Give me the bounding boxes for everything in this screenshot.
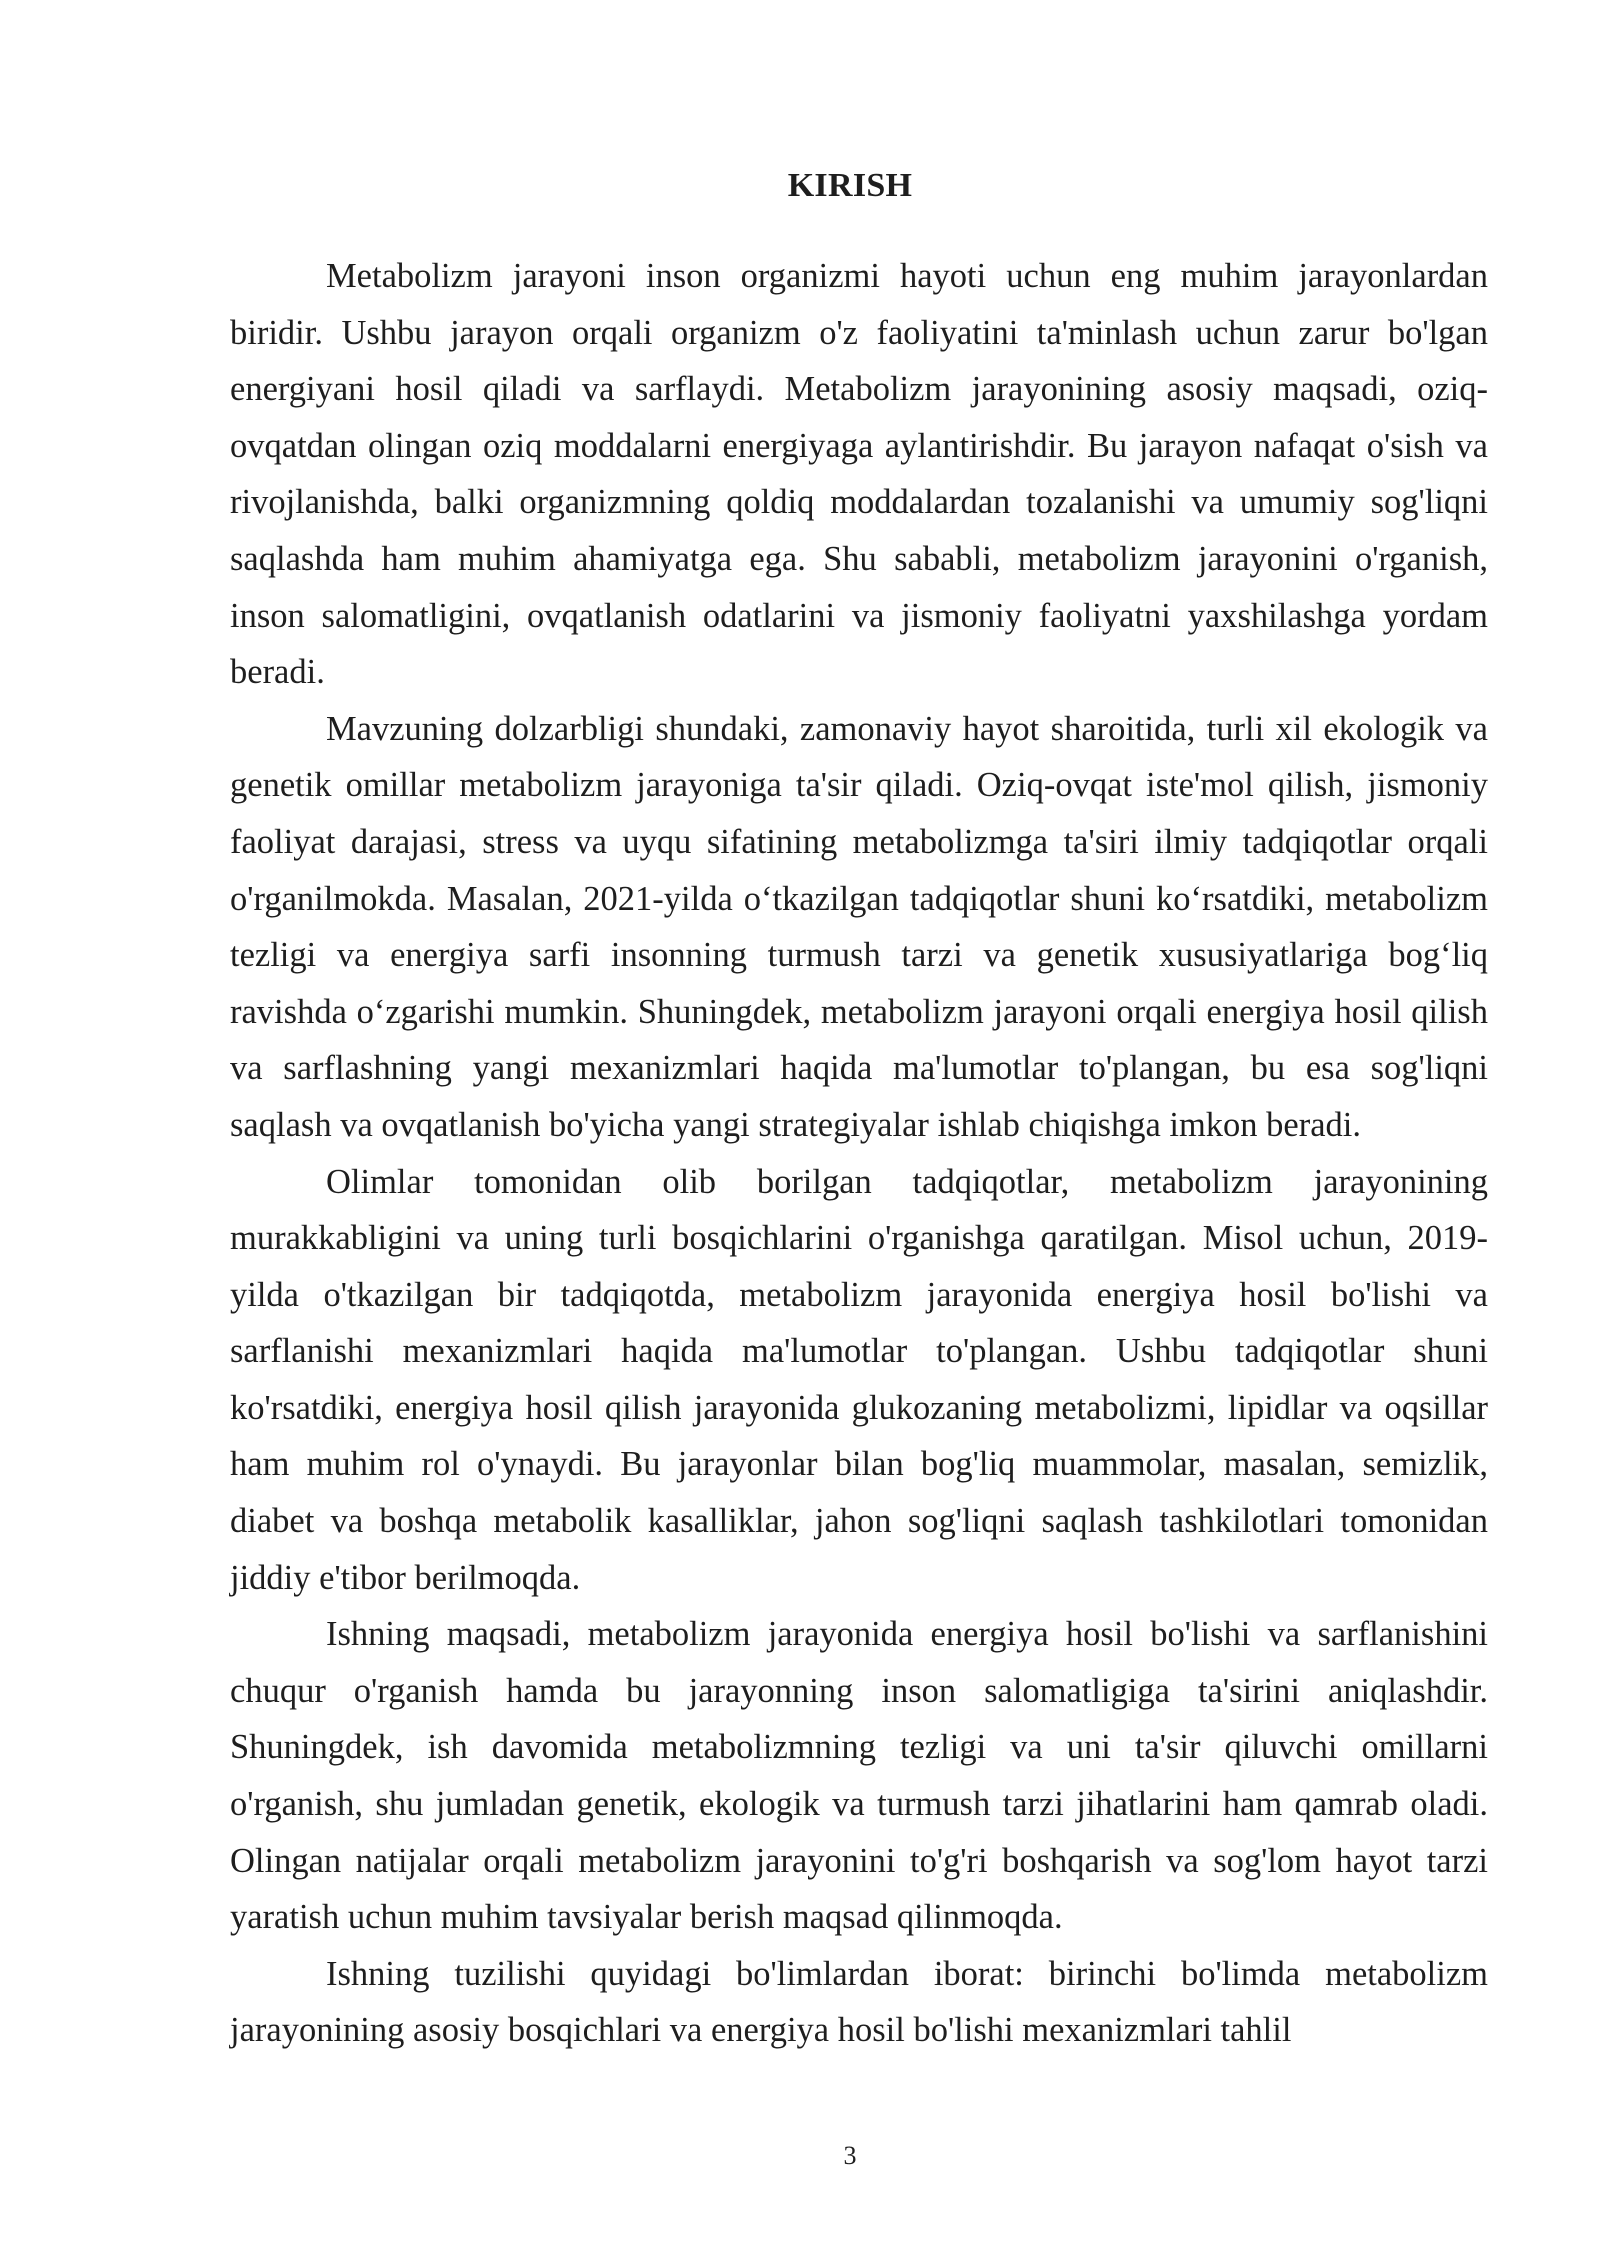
paragraph-structure: Ishning tuzilishi quyidagi bo'limlardan iborat: birinchi bo'limda metabolizm jarayonining asosiy bosqichlari va energiya hosil bo'lishi mexanizmlari tahlil xyxy=(230,1954,1488,2050)
paragraph-goal: Ishning maqsadi, metabolizm jarayonida energiya hosil bo'lishi va sarflanishini chuqur o'rganish hamda bu jarayonning inson salomatligiga ta'sirini aniqlashdir. Shuningdek, ish davomida metabolizmning tezligi va uni ta'sir qiluvchi omillarni o'rganish, shu jumladan genetik, ekologik va turmush tarzi jihatlarini ham qamrab oladi. Olingan natijalar orqali metabolizm jarayonini to'g'ri boshqarish va sog'lom hayot tarzi yaratish uchun muhim tavsiyalar berish maqsad qilinmoqda. xyxy=(230,1615,1488,1937)
body-text xyxy=(230,248,1488,2059)
paragraph-relevance: Mavzuning dolzarbligi shundaki, zamonaviy hayot sharoitida, turli xil ekologik va genetik omillar metabolizm jarayoniga ta'sir qiladi. Oziq-ovqat iste'mol qilish, jismoniy faoliyat darajasi, stress va uyqu sifatining metabolizmga ta'siri ilmiy tadqiqotlar orqali o'rganilmokda. Masalan, 2021-yilda o‘tkazilgan tadqiqotlar shuni ko‘rsatdiki, metabolizm tezligi va energiya sarfi insonning turmush tarzi va genetik xususiyatlariga bog‘liq ravishda o‘zgarishi mumkin. Shuningdek, metabolizm jarayoni orqali energiya hosil qilish va sarflashning yangi mexanizmlari haqida ma'lumotlar to'plangan, bu esa sog'liqni saqlash va ovqatlanish bo'yicha yangi strategiyalar ishlab chiqishga imkon beradi. xyxy=(230,709,1488,1144)
paragraph-research: Olimlar tomonidan olib borilgan tadqiqotlar, metabolizm jarayonining murakkabligini va uning turli bosqichlarini o'rganishga qaratilgan. Misol uchun, 2019-yilda o'tkazilgan bir tadqiqotda, metabolizm jarayonida energiya hosil bo'lishi va sarflanishi mexanizmlari haqida ma'lumotlar to'plangan. Ushbu tadqiqotlar shuni ko'rsatdiki, energiya hosil qilish jarayonida glukozaning metabolizmi, lipidlar va oqsillar ham muhim rol o'ynaydi. Bu jarayonlar bilan bog'liq muammolar, masalan, semizlik, diabet va boshqa metabolik kasalliklar, jahon sog'liqni saqlash tashkilotlari tomonidan jiddiy e'tibor berilmoqda. xyxy=(230,1162,1488,1597)
page-number: 3 xyxy=(843,2141,857,2170)
paragraph-introduction: Metabolizm jarayoni inson organizmi hayoti uchun eng muhim jarayonlardan biridir. Ushbu jarayon orqali organizm o'z faoliyatini ta'minlash uchun zarur bo'lgan energiyani hosil qiladi va sarflaydi. Metabolizm jarayonining asosiy maqsadi, oziq-ovqatdan olingan oziq moddalarni energiyaga aylantirishdir. Bu jarayon nafaqat o'sish va rivojlanishda, balki organizmning qoldiq moddalardan tozalanishi va umumiy sog'liqni saqlashda ham muhim ahamiyatga ega. Shu sababli, metabolizm jarayonini o'rganish, inson salomatligini, ovqatlanish odatlarini va jismoniy faoliyatni yaxshilashga yordam beradi. xyxy=(230,257,1488,692)
page-title: KIRISH xyxy=(787,167,913,204)
